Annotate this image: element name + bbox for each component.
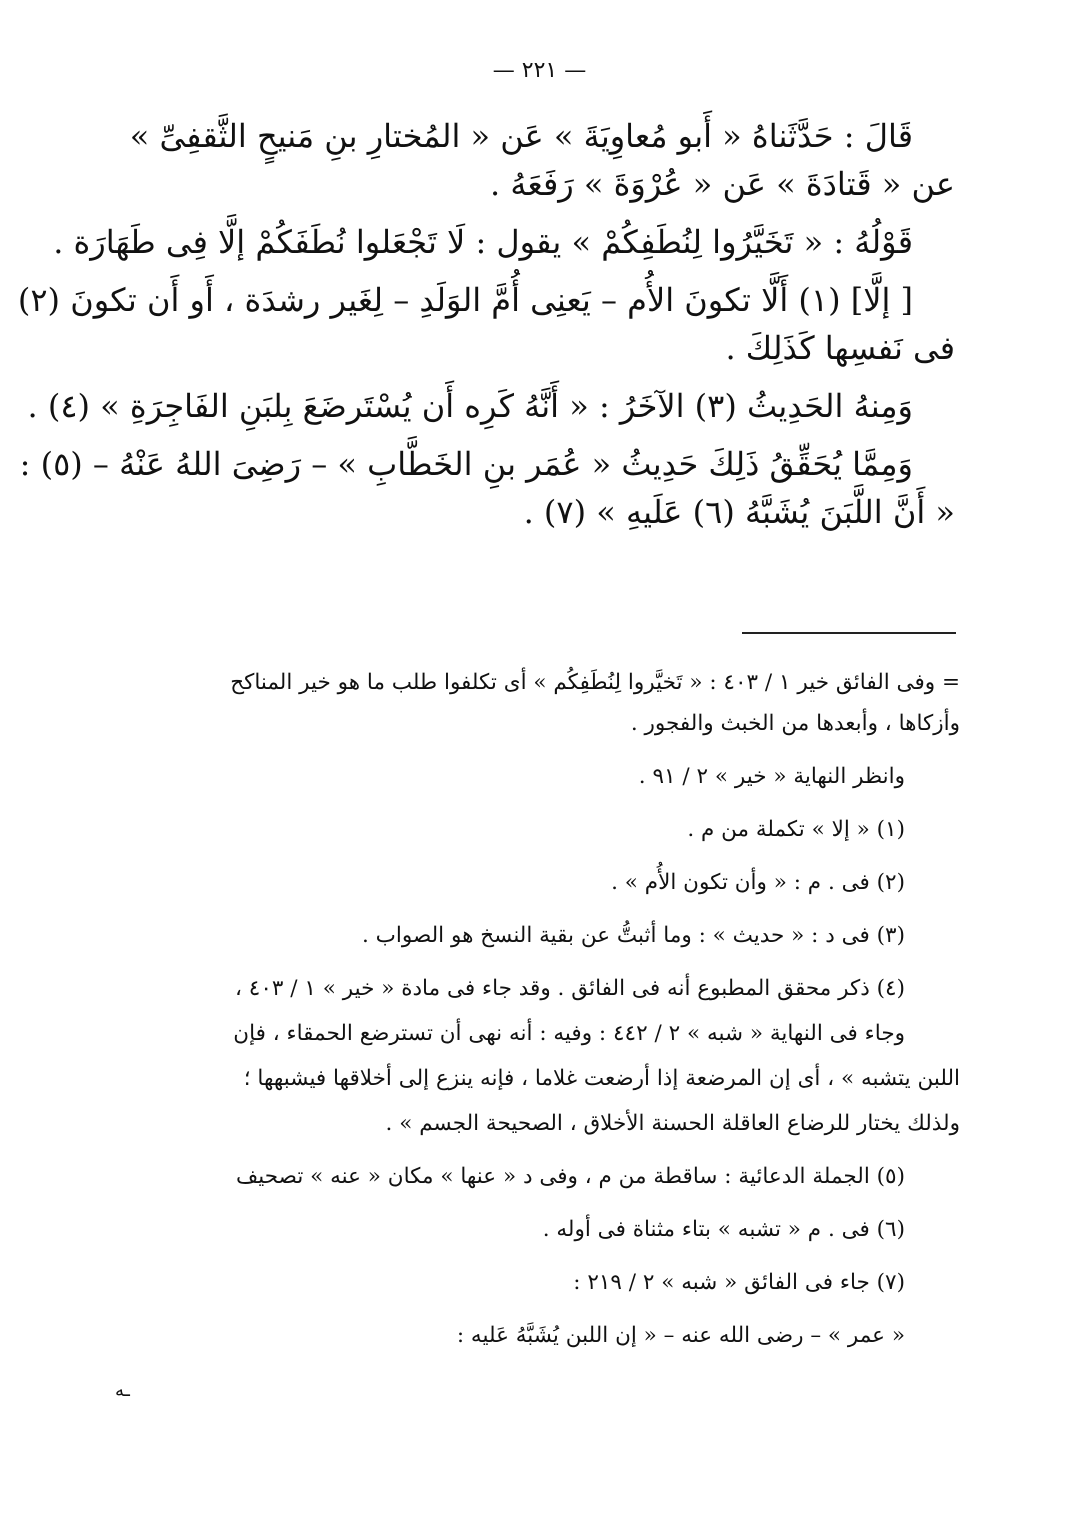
footnote-line: (٣) فى د : « حديث » : وما أثبتُّ عن بقية النسخ هو الصواب . [361, 923, 905, 948]
footnote-line: (٦) فى . م « تشبه » بتاء مثناة فى أوله . [542, 1217, 905, 1242]
main-line: « أَنَّ اللَّبَنَ يُشَبَّهُ (٦) عَلَيهِ » (٧) . [523, 493, 955, 531]
main-line: قَالَ : حَدَّثَناهُ « أَبو مُعاوِيَةَ » عَن « المُختارِ بنِ مَنيحٍ الثَّقفِىِّ » [129, 117, 913, 155]
page-number: — ٢٢١ — [492, 58, 587, 83]
main-text [17, 112, 955, 536]
footnote-divider [742, 632, 956, 634]
footnote-line: (٤) ذكر محقق المطبوع أنه فى الفائق . وقد جاء فى مادة « خير » ١ / ٤٠٣ ، [235, 976, 905, 1001]
footnote-line: ولذلك يختار للرضاع العاقلة الحسنة الأخلاق ، الصحيحة الجسم » . [385, 1111, 960, 1136]
footnote-line: = وفى الفائق خير ١ / ٤٠٣ : « تَخيَّروا لِنُطَفِكُم » أى تكلفوا طلب ما هو خير المناكح [230, 670, 960, 695]
footnote-line: اللبن يتشبه » ، أى إن المرضعة إذا أرضعت غلاما ، فإنه ينزع إلى أخلاقها فيشبهها ؛ [243, 1066, 960, 1091]
footnote-line: « عمر » – رضى الله عنه – « إن اللبن يُشَبَّهُ عَليه : [456, 1323, 905, 1348]
margin-mark: ـه [115, 1380, 130, 1401]
footnote-line: (١) « إلا » تكملة من م . [687, 817, 905, 842]
footnote-line: وانظر النهاية « خير » ٢ / ٩١ . [638, 764, 905, 789]
footnote-line: (٧) جاء فى الفائق « شبه » ٢ / ٢١٩ : [573, 1270, 905, 1295]
main-line: [ إلَّا] (١) أَلَّا تكونَ الأُم – يَعنِى أُمَّ الوَلَدِ – لِغَير رشدَة ، أَو أَن تكونَ (٢) [17, 281, 913, 319]
footnotes [110, 662, 960, 1356]
footnote-line: وجاء فى النهاية « شبه » ٢ / ٤٤٢ : وفيه : أنه نهى أن تسترضع الحمقاء ، فإن [233, 1021, 905, 1046]
footnote-line: (٥) الجملة الدعائية : ساقطة من م ، وفى د « عنها » مكان « عنه » تصحيف [236, 1164, 905, 1189]
footnote-line: (٢) فى . م : « وأن تكون الأُم » . [611, 870, 905, 895]
main-line: وَمِنهُ الحَدِيثُ (٣) الآخَرُ : « أَنَّهُ كَرِه أَن يُسْتَرضَعَ بِلبَنِ الفَاجِرَةِ » (٤) . [27, 387, 913, 425]
main-line: فى نَفسِها كَذَلِكَ . [725, 329, 955, 367]
main-line: عن « قَتادَةَ » عَن « عُرْوَةَ » رَفَعَهُ . [490, 165, 955, 203]
main-line: قَوْلُهُ : « تَخَيَّرُوا لِنُطَفِكُمْ » يقول : لَا تَجْعَلوا نُطَفَكُمْ إلَّا فِى طَهَارَة . [53, 223, 913, 261]
footnote-line: وأزكاها ، وأبعدها من الخبث والفجور . [630, 711, 960, 736]
main-line: وَمِمَّا يُحَقِّقُ ذَلِكَ حَدِيثُ « عُمَر بنِ الخَطَّابِ » – رَضِىَ اللهُ عَنْهُ – (٥) : [19, 445, 913, 483]
